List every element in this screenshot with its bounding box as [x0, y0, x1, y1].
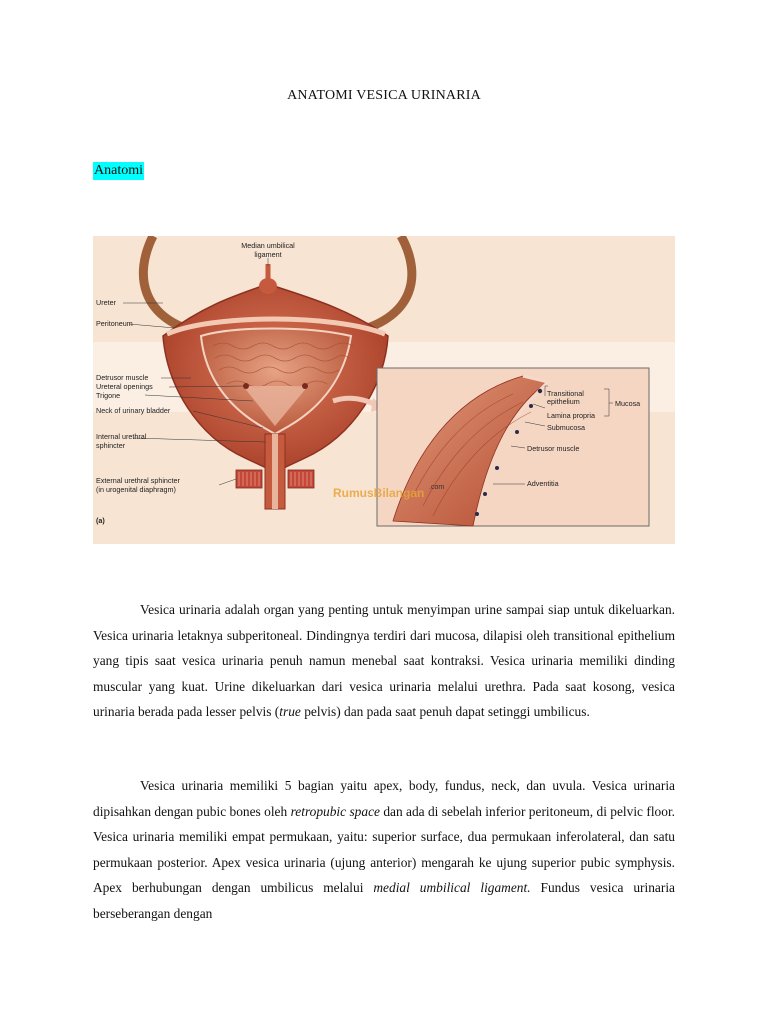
paragraph-2-text-b: dan ada di sebelah inferior peritoneum, di pelvic floor. Vesica urinaria memiliki empat permukaan, yaitu: superior surface, dua permukaan inferolateral, dan satu permukaan posterior. Apex vesica urinaria (ujung anterior) mengarah ke ujung superior pubic symphysis. Apex berhubungan dengan umbilicus melalui	[93, 803, 676, 895]
ureteral-opening-left	[243, 383, 249, 389]
paragraph-2-text-c: Fundus vesica urinaria berseberangan dengan	[93, 880, 675, 921]
watermark: RumusBilangan	[333, 486, 425, 500]
section-heading-anatomi: Anatomi	[94, 163, 143, 178]
ureteral-opening-right	[302, 383, 308, 389]
bladder-illustration	[93, 236, 675, 544]
paragraph-2-italic-retropubic: retropubic space	[290, 803, 380, 819]
paragraph-1-text-a: Vesica urinaria adalah organ yang penting untuk menyimpan urine sampai siap untuk dikeluarkan. Vesica urinaria letaknya subperitoneal. Dindingnya terdiri dari mucosa, dilapisi oleh transitional epithelium yang tipis saat vesica urinaria penuh namun menebal saat kontraksi. Vesica urinaria memiliki dinding muscular yang kuat. Urine dikeluarkan dari vesica urinaria melalui urethra. Pada saat kosong, vesica urinaria berada pada lesser pelvis (	[93, 602, 675, 719]
external-sphincter-left	[236, 470, 262, 488]
label-ureter: Ureter	[96, 298, 116, 307]
watermark-com: .com	[429, 484, 445, 491]
label-detrusor-muscle: Detrusor muscle	[96, 373, 149, 382]
label-trigone: Trigone	[96, 391, 121, 400]
label-neck: Neck of urinary bladder	[96, 406, 171, 415]
label-epithelium: epithelium	[547, 397, 580, 406]
label-ligament: ligament	[254, 250, 282, 259]
paragraph-1	[93, 597, 675, 725]
document-title: ANATOMI VESICA URINARIA	[287, 88, 481, 103]
right-ureter	[358, 236, 412, 331]
external-sphincter-right	[288, 470, 314, 488]
label-external-urethral: External urethral sphincter	[96, 476, 180, 485]
label-adventitia: Adventitia	[527, 479, 559, 488]
label-panel-a: (a)	[96, 516, 105, 525]
label-median-umbilical: Median umbilical	[241, 241, 295, 250]
paragraph-1-text-b: pelvis) dan pada saat penuh dapat setinggi umbilicus.	[300, 704, 590, 719]
paragraph-2	[93, 773, 675, 926]
label-mucosa: Mucosa	[615, 399, 641, 408]
label-peritoneum: Peritoneum	[96, 319, 133, 328]
label-detrusor-muscle-inset: Detrusor muscle	[527, 444, 580, 453]
label-internal-urethral: Internal urethral	[96, 432, 147, 441]
bladder-apex	[259, 278, 277, 294]
paragraph-2-text-a: Vesica urinaria memiliki 5 bagian yaitu apex, body, fundus, neck, dan uvula. Vesica urinaria dipisahkan dengan pubic bones oleh	[93, 778, 675, 819]
label-transitional: Transitional	[547, 389, 584, 398]
label-ureteral-openings: Ureteral openings	[96, 382, 153, 391]
label-sphincter: sphincter	[96, 441, 126, 450]
urethra-lumen	[272, 434, 278, 509]
left-ureter	[143, 236, 193, 331]
bladder-anatomy-figure	[93, 236, 675, 544]
label-submucosa: Submucosa	[547, 423, 585, 432]
label-urogenital: (in urogenital diaphragm)	[96, 485, 176, 494]
paragraph-2-italic-ligament: medial umbilical ligament.	[373, 880, 531, 895]
paragraph-1-italic: true	[279, 704, 301, 719]
label-lamina-propria: Lamina propria	[547, 411, 595, 420]
